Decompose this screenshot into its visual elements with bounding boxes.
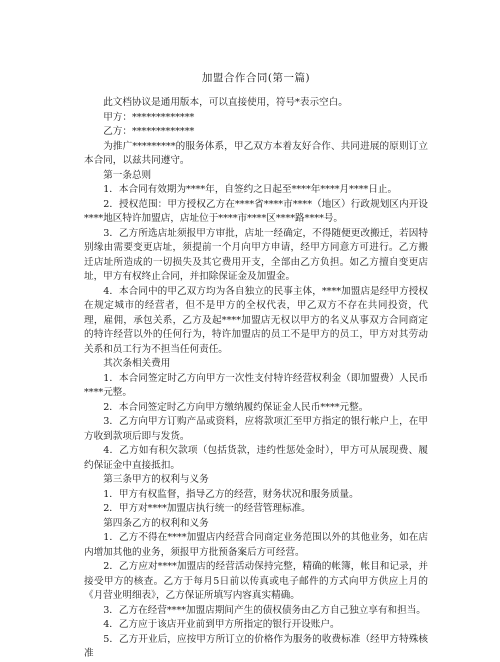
document-body [84, 96, 428, 662]
paragraph: 第三条甲方的权利与义务 [103, 474, 209, 485]
paragraph: 第四条乙方的权利和义务 [103, 517, 209, 529]
paragraph: 1．甲方有权监督，指导乙方的经营，财务状况和服务质量。 [103, 488, 359, 500]
paragraph: 甲方：************* [103, 111, 195, 123]
paragraph: 4．乙方应于该店开业前到甲方所指定的银行开设账户。 [103, 619, 340, 630]
paragraph: 1．本合同签定时乙方向甲方一次性支付特许经营权利金（即加盟费）人民币****元整。 [84, 372, 428, 398]
document-title: 加盟合作合同(第一篇) [201, 72, 311, 84]
paragraph: 此文档协议是通用版本，可以直接使用，符号*表示空白。 [103, 97, 348, 108]
paragraph: 2．本合同签定时乙方向甲方缴纳履约保证金人民币****元整。 [103, 401, 369, 413]
paragraph: 1．本合同有效期为****年，自签约之日起至****年****月****日止。 [103, 184, 398, 195]
paragraph: 为推广*********的服务体系，甲乙双方本着友好合作、共同进展的原则订立本合同，以兹共同遵守。 [84, 140, 428, 166]
paragraph: 3．乙方向甲方订购产品或资料，应将款项汇至甲方指定的银行帐户上，在甲方收到款项后即与发货。 [84, 416, 428, 442]
paragraph: 第一条总则 [103, 169, 152, 181]
paragraph: 2．授权范围：甲方授权乙方在****省****市****（地区）行政规划区内开设****地区特许加盟店，店址位于****市****区****路****号。 [84, 198, 428, 224]
paragraph: 3．乙方在经营****加盟店期间产生的债权债务由乙方自己独立享有和担当。 [103, 604, 426, 616]
paragraph: 4．本合同中的甲乙双方均为各自独立的民事主体，****加盟店是经甲方授权在规定城市的经营者，但不是甲方的全权代表，甲乙双方不存在共同投资，代理，雇佣，承包关系，乙方及起****加盟店无权以甲方的名义从事双方合同商定的特许经营以外的任何行为，特许加盟店的员工不是甲方的员工，甲方对其劳动关系和员工行为不担当任何责任。 [84, 285, 428, 355]
paragraph: 5．乙方开业后，应按甲方所订立的价格作为服务的收费标准（经甲方特殊核准 [84, 633, 428, 659]
paragraph: 1．乙方不得在****加盟店内经营合同商定业务范围以外的其他业务，如在店内增加其他的业务，须报甲方批预备案后方可经营。 [84, 532, 428, 558]
paragraph: 其次条相关费用 [103, 358, 171, 369]
paragraph: 3．乙方所选店址须报甲方审批，店址一经确定，不得随便更改搬迁，若因特别缘由需要变更店址，须提前一个月向甲方申请，经甲方同意方可进行。乙方搬迁店址所造成的一切损失及其它费用开支，全部由乙方负担。如乙方擅自变更店址，甲方有权终止合同，并扣除保证金及加盟金。 [84, 227, 428, 282]
paragraph: 乙方：************* [103, 126, 195, 137]
paragraph: 2．甲方对****加盟店执行统一的经营管理标准。 [103, 503, 311, 514]
paragraph: 2．乙方应对****加盟店的经营活动保持完整，精确的帐簿，帐目和记录，并接受甲方的核查。乙方于每月5日前以传真或电子邮件的方式向甲方供应上月的《月营业明细表》，乙方保证所填写内容真实精确。 [84, 561, 428, 601]
paragraph: 4．乙方如有积欠款项（包括货款，违约性惩处金时），甲方可从展现费、履约保证金中直接抵扣。 [84, 445, 428, 471]
